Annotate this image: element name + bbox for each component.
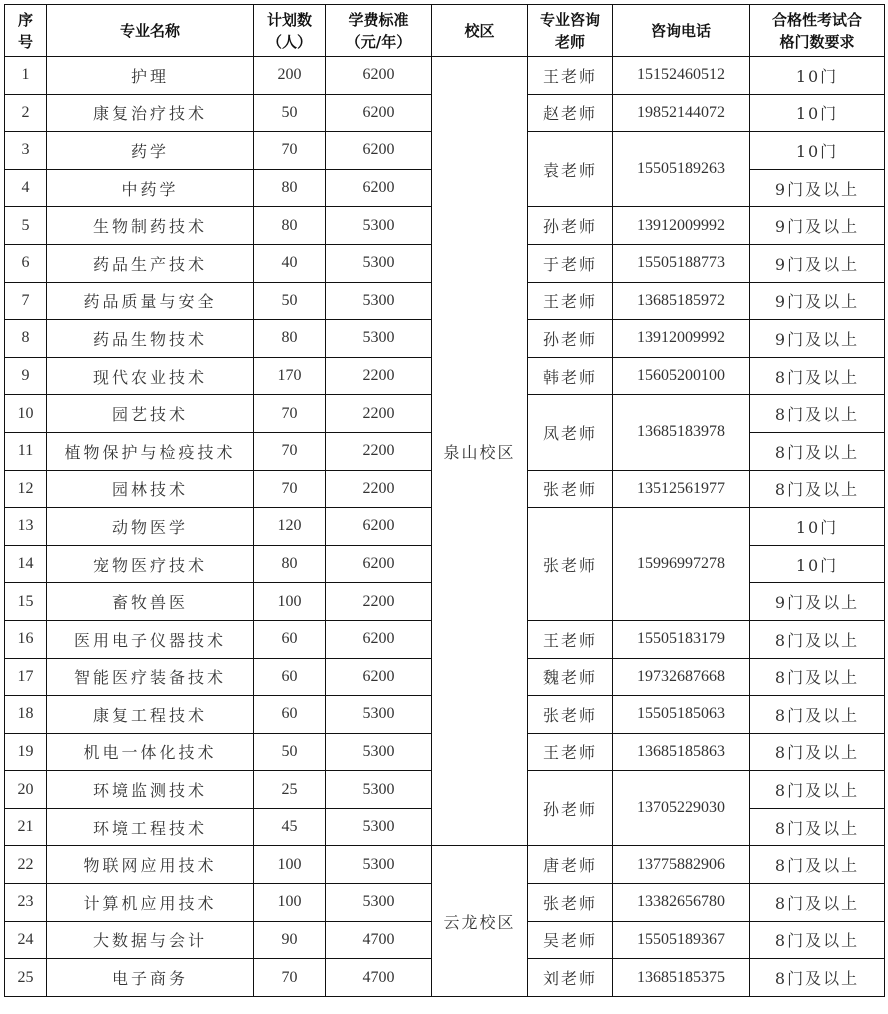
header-major: 专业名称 [47, 5, 254, 57]
cell-requirement: 9门及以上 [750, 583, 885, 621]
cell-plan: 100 [254, 884, 326, 922]
cell-plan: 80 [254, 169, 326, 207]
cell-requirement: 8门及以上 [750, 470, 885, 508]
cell-plan: 70 [254, 432, 326, 470]
cell-seq: 17 [5, 658, 47, 696]
cell-requirement: 9门及以上 [750, 169, 885, 207]
cell-plan: 100 [254, 583, 326, 621]
cell-fee: 6200 [326, 169, 432, 207]
cell-phone: 13512561977 [613, 470, 750, 508]
cell-phone: 15505183179 [613, 620, 750, 658]
cell-fee: 2200 [326, 357, 432, 395]
header-fee: 学费标准 （元/年） [326, 5, 432, 57]
cell-fee: 6200 [326, 57, 432, 95]
cell-requirement: 8门及以上 [750, 620, 885, 658]
cell-requirement: 9门及以上 [750, 244, 885, 282]
cell-teacher: 张老师 [528, 696, 613, 734]
cell-requirement: 8门及以上 [750, 658, 885, 696]
cell-campus: 泉山校区 [432, 57, 528, 846]
cell-requirement: 8门及以上 [750, 846, 885, 884]
cell-major: 电子商务 [47, 959, 254, 997]
cell-phone: 15505189263 [613, 132, 750, 207]
cell-plan: 60 [254, 620, 326, 658]
cell-plan: 40 [254, 244, 326, 282]
cell-campus: 云龙校区 [432, 846, 528, 996]
cell-phone: 13685185863 [613, 733, 750, 771]
table-row [5, 57, 885, 95]
cell-plan: 50 [254, 733, 326, 771]
cell-requirement: 8门及以上 [750, 432, 885, 470]
cell-major: 康复治疗技术 [47, 94, 254, 132]
cell-teacher: 王老师 [528, 620, 613, 658]
cell-teacher: 唐老师 [528, 846, 613, 884]
cell-seq: 23 [5, 884, 47, 922]
cell-teacher: 吴老师 [528, 921, 613, 959]
cell-plan: 100 [254, 846, 326, 884]
cell-seq: 15 [5, 583, 47, 621]
cell-plan: 70 [254, 132, 326, 170]
cell-teacher: 孙老师 [528, 771, 613, 846]
cell-plan: 120 [254, 508, 326, 546]
cell-fee: 5300 [326, 696, 432, 734]
cell-plan: 70 [254, 959, 326, 997]
cell-major: 药品生物技术 [47, 320, 254, 358]
cell-teacher: 魏老师 [528, 658, 613, 696]
cell-major: 环境工程技术 [47, 808, 254, 846]
cell-seq: 9 [5, 357, 47, 395]
cell-seq: 25 [5, 959, 47, 997]
cell-requirement: 8门及以上 [750, 921, 885, 959]
cell-fee: 4700 [326, 921, 432, 959]
cell-phone: 15152460512 [613, 57, 750, 95]
cell-major: 机电一体化技术 [47, 733, 254, 771]
cell-plan: 45 [254, 808, 326, 846]
cell-requirement: 8门及以上 [750, 733, 885, 771]
cell-seq: 21 [5, 808, 47, 846]
cell-plan: 50 [254, 94, 326, 132]
cell-plan: 80 [254, 545, 326, 583]
cell-major: 医用电子仪器技术 [47, 620, 254, 658]
cell-major: 大数据与会计 [47, 921, 254, 959]
cell-fee: 2200 [326, 395, 432, 433]
cell-major: 园林技术 [47, 470, 254, 508]
cell-requirement: 8门及以上 [750, 771, 885, 809]
cell-major: 环境监测技术 [47, 771, 254, 809]
cell-fee: 6200 [326, 620, 432, 658]
cell-requirement: 8门及以上 [750, 357, 885, 395]
cell-fee: 6200 [326, 545, 432, 583]
cell-teacher: 张老师 [528, 884, 613, 922]
cell-plan: 80 [254, 207, 326, 245]
cell-major: 畜牧兽医 [47, 583, 254, 621]
cell-teacher: 王老师 [528, 57, 613, 95]
cell-fee: 6200 [326, 132, 432, 170]
cell-plan: 25 [254, 771, 326, 809]
header-requirement: 合格性考试合 格门数要求 [750, 5, 885, 57]
cell-seq: 2 [5, 94, 47, 132]
header-plan: 计划数 （人） [254, 5, 326, 57]
table-body [5, 57, 885, 997]
cell-requirement: 8门及以上 [750, 395, 885, 433]
cell-phone: 15605200100 [613, 357, 750, 395]
cell-requirement: 10门 [750, 508, 885, 546]
table-row [5, 846, 885, 884]
cell-requirement: 8门及以上 [750, 884, 885, 922]
cell-seq: 8 [5, 320, 47, 358]
cell-major: 现代农业技术 [47, 357, 254, 395]
cell-seq: 1 [5, 57, 47, 95]
header-row [5, 5, 885, 57]
cell-seq: 12 [5, 470, 47, 508]
cell-plan: 50 [254, 282, 326, 320]
cell-fee: 5300 [326, 846, 432, 884]
cell-requirement: 8门及以上 [750, 696, 885, 734]
cell-teacher: 凤老师 [528, 395, 613, 470]
cell-seq: 18 [5, 696, 47, 734]
cell-teacher: 赵老师 [528, 94, 613, 132]
cell-fee: 5300 [326, 808, 432, 846]
cell-major: 药学 [47, 132, 254, 170]
cell-requirement: 8门及以上 [750, 959, 885, 997]
cell-seq: 10 [5, 395, 47, 433]
cell-major: 康复工程技术 [47, 696, 254, 734]
cell-seq: 14 [5, 545, 47, 583]
cell-seq: 13 [5, 508, 47, 546]
cell-phone: 13912009992 [613, 320, 750, 358]
cell-phone: 13685185972 [613, 282, 750, 320]
cell-requirement: 8门及以上 [750, 808, 885, 846]
cell-seq: 6 [5, 244, 47, 282]
cell-fee: 6200 [326, 508, 432, 546]
cell-major: 中药学 [47, 169, 254, 207]
cell-major: 植物保护与检疫技术 [47, 432, 254, 470]
cell-seq: 4 [5, 169, 47, 207]
cell-plan: 60 [254, 658, 326, 696]
cell-phone: 15505185063 [613, 696, 750, 734]
cell-phone: 15505189367 [613, 921, 750, 959]
cell-phone: 13685183978 [613, 395, 750, 470]
cell-teacher: 孙老师 [528, 320, 613, 358]
enrollment-table [4, 4, 885, 997]
cell-plan: 170 [254, 357, 326, 395]
cell-plan: 70 [254, 470, 326, 508]
cell-teacher: 王老师 [528, 733, 613, 771]
cell-phone: 13685185375 [613, 959, 750, 997]
cell-seq: 5 [5, 207, 47, 245]
cell-fee: 6200 [326, 94, 432, 132]
cell-phone: 13912009992 [613, 207, 750, 245]
cell-phone: 13775882906 [613, 846, 750, 884]
cell-fee: 5300 [326, 244, 432, 282]
cell-major: 宠物医疗技术 [47, 545, 254, 583]
cell-seq: 24 [5, 921, 47, 959]
cell-plan: 70 [254, 395, 326, 433]
cell-plan: 90 [254, 921, 326, 959]
cell-seq: 22 [5, 846, 47, 884]
cell-fee: 5300 [326, 733, 432, 771]
cell-fee: 2200 [326, 470, 432, 508]
cell-seq: 20 [5, 771, 47, 809]
cell-teacher: 刘老师 [528, 959, 613, 997]
cell-major: 计算机应用技术 [47, 884, 254, 922]
cell-teacher: 张老师 [528, 508, 613, 621]
cell-teacher: 于老师 [528, 244, 613, 282]
cell-fee: 2200 [326, 432, 432, 470]
cell-major: 物联网应用技术 [47, 846, 254, 884]
cell-fee: 5300 [326, 884, 432, 922]
cell-requirement: 10门 [750, 132, 885, 170]
cell-fee: 5300 [326, 320, 432, 358]
header-campus: 校区 [432, 5, 528, 57]
cell-teacher: 王老师 [528, 282, 613, 320]
cell-requirement: 10门 [750, 57, 885, 95]
cell-teacher: 韩老师 [528, 357, 613, 395]
cell-requirement: 9门及以上 [750, 207, 885, 245]
cell-requirement: 9门及以上 [750, 320, 885, 358]
cell-phone: 19732687668 [613, 658, 750, 696]
cell-teacher: 袁老师 [528, 132, 613, 207]
cell-phone: 15505188773 [613, 244, 750, 282]
cell-fee: 6200 [326, 658, 432, 696]
cell-seq: 16 [5, 620, 47, 658]
header-teacher: 专业咨询 老师 [528, 5, 613, 57]
cell-major: 动物医学 [47, 508, 254, 546]
cell-fee: 2200 [326, 583, 432, 621]
cell-seq: 11 [5, 432, 47, 470]
cell-requirement: 9门及以上 [750, 282, 885, 320]
cell-major: 药品质量与安全 [47, 282, 254, 320]
cell-fee: 5300 [326, 771, 432, 809]
cell-phone: 13382656780 [613, 884, 750, 922]
cell-seq: 7 [5, 282, 47, 320]
cell-plan: 200 [254, 57, 326, 95]
header-phone: 咨询电话 [613, 5, 750, 57]
cell-plan: 60 [254, 696, 326, 734]
cell-phone: 15996997278 [613, 508, 750, 621]
cell-major: 药品生产技术 [47, 244, 254, 282]
cell-requirement: 10门 [750, 94, 885, 132]
header-seq: 序 号 [5, 5, 47, 57]
cell-requirement: 10门 [750, 545, 885, 583]
cell-teacher: 张老师 [528, 470, 613, 508]
cell-seq: 3 [5, 132, 47, 170]
cell-plan: 80 [254, 320, 326, 358]
cell-major: 生物制药技术 [47, 207, 254, 245]
cell-major: 园艺技术 [47, 395, 254, 433]
cell-fee: 4700 [326, 959, 432, 997]
cell-seq: 19 [5, 733, 47, 771]
cell-major: 智能医疗装备技术 [47, 658, 254, 696]
cell-fee: 5300 [326, 282, 432, 320]
cell-major: 护理 [47, 57, 254, 95]
cell-phone: 19852144072 [613, 94, 750, 132]
cell-fee: 5300 [326, 207, 432, 245]
cell-teacher: 孙老师 [528, 207, 613, 245]
cell-phone: 13705229030 [613, 771, 750, 846]
